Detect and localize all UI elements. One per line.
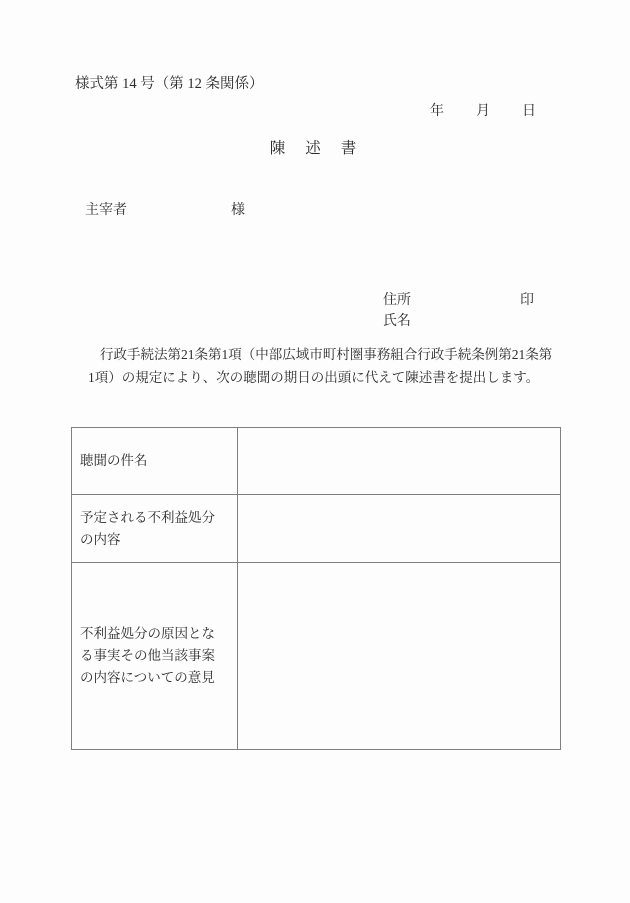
table-row-label-subject [72, 428, 238, 495]
table-label-line: る事実その他当該事案 [80, 648, 215, 663]
seal-mark: 印 [520, 293, 534, 308]
statement-form-table [71, 427, 561, 750]
signer-address-label: 住所 [383, 293, 411, 308]
table-label-line: の内容についての意見 [80, 670, 215, 685]
page-title [0, 138, 630, 160]
date-day-label: 日 [522, 104, 536, 119]
body-paragraph-line-1: 行政手続法第21条第1項（中部広域市町村圏事務組合行政手続条例第21条第 [100, 347, 553, 362]
date-year-label: 年 [430, 104, 444, 119]
date-month-label: 月 [476, 104, 490, 119]
table-label-line: の内容 [80, 531, 121, 547]
signer-block [362, 269, 562, 329]
table-input-disposition[interactable] [238, 495, 561, 563]
table-row [72, 495, 561, 563]
table-row-label-disposition [72, 495, 238, 563]
table-row-label-opinion [72, 563, 238, 750]
table-label-line: 予定される不利益処分 [80, 509, 215, 525]
signer-address-row [362, 269, 562, 308]
table-input-opinion[interactable] [238, 563, 561, 750]
table-label-line: 不利益処分の原因とな [80, 626, 215, 641]
body-paragraph [88, 343, 553, 389]
body-paragraph-line-2: 1項）の規定により、次の聴聞の期日の出頭に代えて陳述書を提出します。 [88, 370, 540, 385]
date-line-inner [430, 102, 536, 122]
signer-name-row [362, 290, 562, 329]
page-title-text: 陳述書 [269, 140, 377, 157]
addressee-honorific: 様 [231, 203, 245, 218]
table-row [72, 428, 561, 495]
form-number: 様式第 14 号（第 12 条関係） [75, 76, 264, 92]
signer-name-label: 氏名 [383, 314, 411, 329]
addressee-line [85, 201, 245, 221]
addressee-recipient-label: 主宰者 [85, 203, 127, 218]
table-label-line: 聴聞の件名 [80, 453, 148, 468]
table-row [72, 563, 561, 750]
table-input-subject[interactable] [238, 428, 561, 495]
